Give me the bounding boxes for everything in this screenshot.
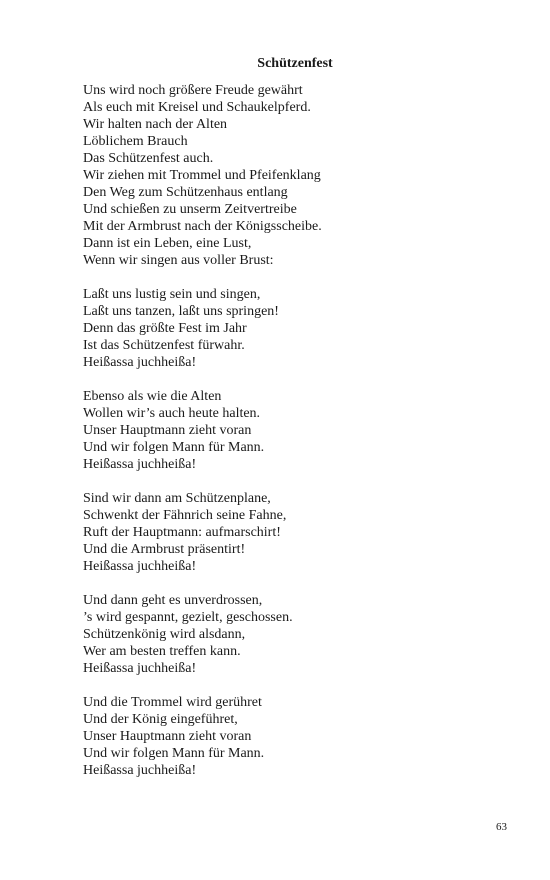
verse-line: Den Weg zum Schützenhaus entlang <box>83 185 288 200</box>
verse-line: Wer am besten treffen kann. <box>83 644 241 659</box>
verse-line: Wenn wir singen aus voller Brust: <box>83 253 274 268</box>
verse-line: Heißassa juchheißa! <box>83 559 197 574</box>
verse-line: Und wir folgen Mann für Mann. <box>83 440 265 455</box>
verse-line: Schützenkönig wird alsdann, <box>83 627 246 642</box>
page-number: 63 <box>496 821 507 833</box>
verse-line: Sind wir dann am Schützenplane, <box>83 491 271 506</box>
verse-line: Heißassa juchheißa! <box>83 457 197 472</box>
verse-line: Laßt uns tanzen, laßt uns springen! <box>83 304 279 319</box>
verse-line: ’s wird gespannt, gezielt, geschossen. <box>83 610 293 625</box>
poem-title: Schützenfest <box>257 56 333 71</box>
verse-line: Wir ziehen mit Trommel und Pfeifenklang <box>83 168 321 183</box>
verse-line: Laßt uns lustig sein und singen, <box>83 287 261 302</box>
verse-line: Schwenkt der Fähnrich seine Fahne, <box>83 508 287 523</box>
verse-line: Ist das Schützenfest fürwahr. <box>83 338 245 353</box>
poem-body <box>83 82 503 796</box>
verse-line: Ebenso als wie die Alten <box>83 389 222 404</box>
verse-line: Dann ist ein Leben, eine Lust, <box>83 236 252 251</box>
verse-line: Unser Hauptmann zieht voran <box>83 729 252 744</box>
verse-line: Wollen wir’s auch heute halten. <box>83 406 261 421</box>
verse-line: Und dann geht es unverdrossen, <box>83 593 263 608</box>
stanza <box>83 490 503 575</box>
verse-line: Uns wird noch größere Freude gewährt <box>83 83 303 98</box>
verse-line: Heißassa juchheißa! <box>83 355 197 370</box>
verse-line: Und schießen zu unserm Zeitvertreibe <box>83 202 297 217</box>
verse-line: Heißassa juchheißa! <box>83 763 197 778</box>
stanza <box>83 82 503 269</box>
verse-line: Löblichem Brauch <box>83 134 188 149</box>
verse-line: Und wir folgen Mann für Mann. <box>83 746 265 761</box>
verse-line: Und der König eingeführet, <box>83 712 238 727</box>
verse-line: Als euch mit Kreisel und Schaukelpferd. <box>83 100 311 115</box>
verse-line: Und die Trommel wird gerühret <box>83 695 262 710</box>
stanza <box>83 592 503 677</box>
verse-line: Denn das größte Fest im Jahr <box>83 321 247 336</box>
verse-line: Heißassa juchheißa! <box>83 661 197 676</box>
stanza <box>83 694 503 779</box>
verse-line: Und die Armbrust präsentirt! <box>83 542 246 557</box>
stanza <box>83 388 503 473</box>
verse-line: Wir halten nach der Alten <box>83 117 228 132</box>
verse-line: Ruft der Hauptmann: aufmarschirt! <box>83 525 281 540</box>
verse-line: Unser Hauptmann zieht voran <box>83 423 252 438</box>
stanza <box>83 286 503 371</box>
verse-line: Mit der Armbrust nach der Königsscheibe. <box>83 219 322 234</box>
verse-line: Das Schützenfest auch. <box>83 151 214 166</box>
